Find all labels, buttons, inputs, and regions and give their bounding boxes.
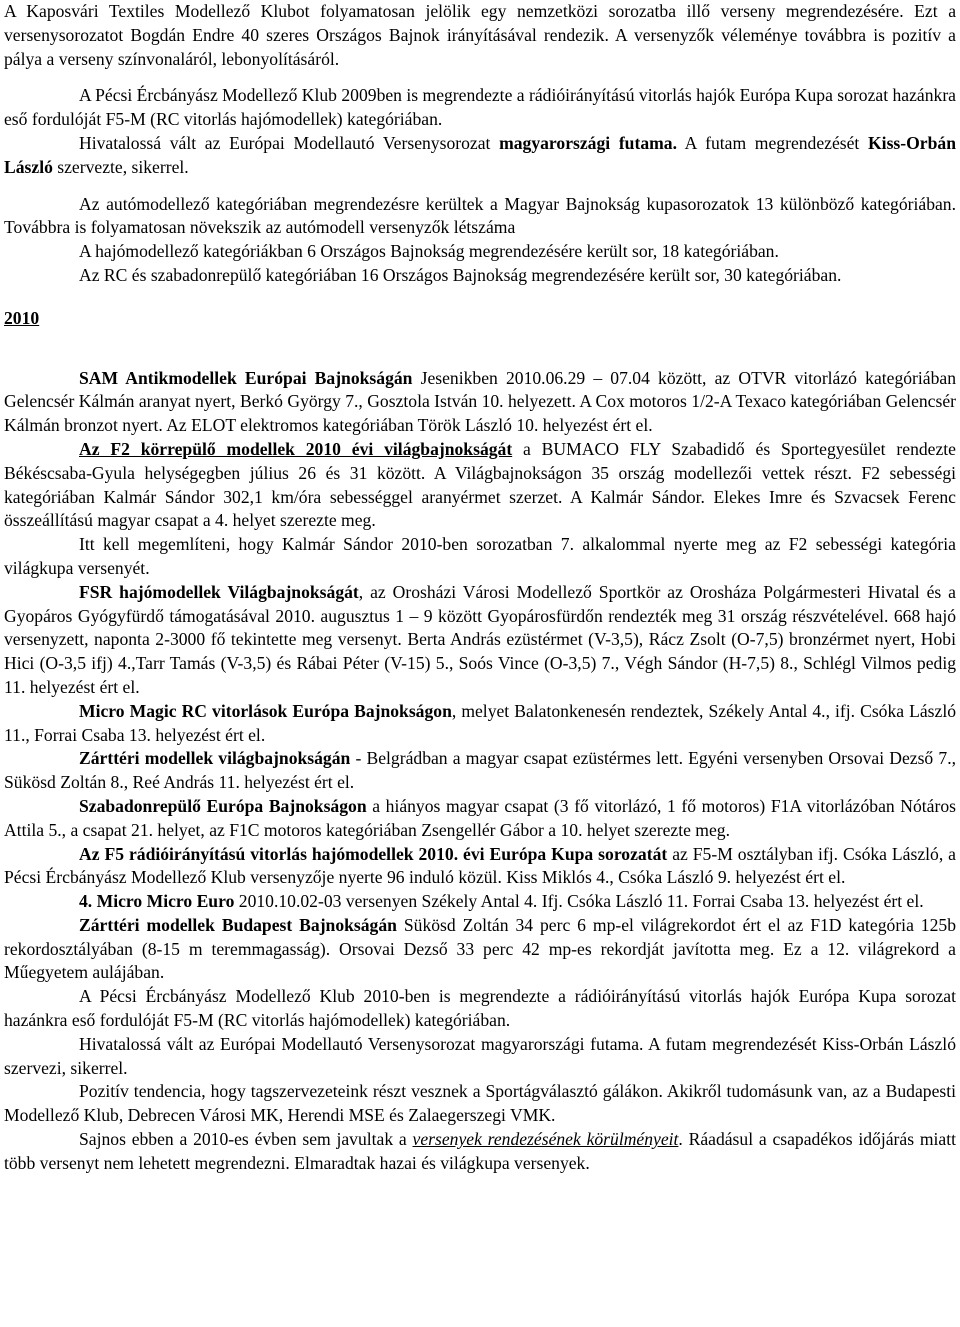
bold-text: Zárttéri modellek Budapest Bajnokságán <box>79 914 397 935</box>
text: Sükösd Zoltán 34 perc 6 mp-el világrekordot ért el az F1D kategória 125b rekordosztályában (8-15 m teremmagasság). Orsovai Dezső 33 perc 42 mp-es rekordját javította meg. Ez a 12. világrekord a Műegyetem aulájában. <box>4 914 956 983</box>
bold-text: Szabadonrepülő Európa Bajnokságon <box>79 795 367 816</box>
text: a hiányos magyar csapat (3 fő vitorlázó, 1 fő motoros) F1A vitorlázóban Nótáros Attila 5., a csapat 21. helyet, az F1C motoros kategóriában Zsengellér Gábor a 10. helyet szerezte meg. <box>4 795 956 840</box>
paragraph-zartteri-budapest <box>4 914 956 985</box>
paragraph-kalmar: Itt kell megemlíteni, hogy Kalmár Sándor 2010-ben sorozatban 7. alkalommal nyerte meg az F2 sebességi kategória világkupa versenyét. <box>4 534 956 578</box>
text: 2010.10.02-03 versenyen Székely Antal 4. Ifj. Csóka László 11. Forrai Csaba 13. helyezést ért el. <box>234 891 924 912</box>
bold-underlined-text: Az F2 körrepülő modellek 2010 évi világbajnokságát <box>79 438 513 459</box>
italic-underlined-text: versenyek rendezésének körülményeit <box>412 1129 679 1150</box>
paragraph-modellauto-2009 <box>4 132 956 180</box>
paragraph-fsr <box>4 581 956 700</box>
paragraph-szabadonrepulo-eb <box>4 795 956 843</box>
paragraph-f5-europa-kupa <box>4 843 956 891</box>
paragraph-modellauto-2010: Hivatalossá vált az Európai Modellautó Versenysorozat magyarországi futama. A futam megrendezését Kiss-Orbán László szervezi, sikerrel. <box>4 1033 956 1078</box>
bold-text: 4. Micro Micro Euro <box>79 891 235 912</box>
paragraph-pecs-2009: A Pécsi Ércbányász Modellező Klub 2009ben is megrendezte a rádióirányítású vitorlás hajók Európa Kupa sorozat hazánkra eső fordulóját F5-M (RC vitorlás hajómodellek) kategóriában. <box>4 85 956 130</box>
bold-text: Az F5 rádióirányítású vitorlás hajómodellek 2010. évi Európa Kupa sorozatát <box>79 843 668 864</box>
paragraph-micro-magic <box>4 700 956 748</box>
paragraph-sajnos <box>4 1128 956 1176</box>
text: szervezte, sikerrel. <box>52 156 189 177</box>
paragraph-f2-vb <box>4 438 956 533</box>
paragraph-pecs-2010: A Pécsi Ércbányász Modellező Klub 2010-ben is megrendezte a rádióirányítású vitorlás hajók Európa Kupa sorozat hazánkra eső fordulóját F5-M (RC vitorlás hajómodellek) kategóriában. <box>4 986 956 1031</box>
paragraph-kaposvar: A Kaposvári Textiles Modellező Klubot folyamatosan jelölik egy nemzetközi sorozatba illő verseny megrendezésére. Ezt a versenysorozatot Bogdán Endre 40 szeres Országos Bajnok irányításával rendezik. A versenyzők véleménye továbbra is pozitív a pálya a verseny színvonaláról, lebonyolításáról. <box>4 1 956 69</box>
paragraph-sam <box>4 367 956 438</box>
paragraph-automodell: Az autómodellező kategóriában megrendezésre kerültek a Magyar Bajnokság kupasorozatok 13 különböző kategóriában. Továbbra is folyamatosan növekszik az autómodell versenyzők létszáma <box>4 193 956 238</box>
text: Hivatalossá vált az Európai Modellautó Versenysorozat <box>79 132 500 153</box>
bold-text: magyarországi futama. <box>499 132 677 153</box>
bold-text: FSR hajómodellek Világbajnokságát <box>79 581 359 602</box>
text: Jesenikben 2010.06.29 – 07.04 között, az OTVR vitorlázó kategóriában Gelencsér Kálmán aranyat nyert, Berkó György 7., Gosztola István 10. helyezett. A Cox motoros 1/2-A Texaco kategóriában Gelencsér Kálmán bronzot nyert. Az ELOT elektromos kategóriában Török László 10. helyezést ért el. <box>4 367 956 436</box>
text: , melyet Balatonkenesén rendeztek, Székely Antal 4., ifj. Csóka László 11., Forrai Csaba 13. helyezést ért el. <box>4 700 957 745</box>
text: az F5-M osztályban ifj. Csóka László, a Pécsi Ércbányász Modellező Klub versenyzője nyerte 96 induló közül. Kiss Miklós 4., Csóka László 9. helyezést ért el. <box>4 843 956 888</box>
bold-text: Kiss-Orbán László <box>4 132 956 177</box>
year-heading: 2010 <box>4 307 40 328</box>
paragraph-sportagvalaszto: Pozitív tendencia, hogy tagszervezeteink részt vesznek a Sportágválasztó gálákon. Akikről tudomásunk van, az a Budapesti Modellező Klub, Debrecen Városi MK, Herendi MSE és Zalaegerszegi VMK. <box>4 1081 956 1126</box>
text: A futam megrendezését <box>676 132 868 153</box>
text: - Belgrádban a magyar csapat ezüstérmes lett. Egyéni versenyben Orsovai Dezső 7., Sükösd Zoltán 8., Reé András 11. helyezést ért el. <box>4 748 956 793</box>
text: a BUMACO FLY Szabadidő és Sportegyesület rendezte Békéscsaba-Gyula helységegben július 26 és 31 között. A Világbajnokságon 35 ország modellezői vettek részt. F2 sebességi kategóriában Kalmár Sándor 302,1 km/óra sebességgel aranyérmet szerzet. A Kalmár Sándor. Elekes Imre és Szvacsek Ferenc összeállítású magyar csapat a 4. helyet szerezte meg. <box>4 438 956 531</box>
paragraph-zartteri-vb <box>4 747 956 795</box>
text: . Ráadásul a csapadékos időjárás miatt több versenyt nem lehetett megrendezni. Elmaradtak hazai és világkupa versenyek. <box>4 1129 956 1173</box>
bold-text: Micro Magic RC vitorlások Európa Bajnokságon <box>79 700 452 721</box>
paragraph-rc-szabadonrepulo: Az RC és szabadonrepülő kategóriában 16 Országos Bajnokság megrendezésére került sor, 30 kategóriában. <box>79 264 842 285</box>
text: Sajnos ebben a 2010-es évben sem javultak a <box>79 1129 413 1150</box>
bold-text: Zárttéri modellek világbajnokságán <box>79 748 351 769</box>
text: , az Orosházi Városi Modellező Sportkör az Orosháza Polgármesteri Hivatal és a Gyopáros Gyógyfürdő támogatásával 2010. augusztus 1 – 9 között Gyopárosfürdőn rendezték meg 31 ország részvételével. 668 hajó versenyzett, naponta 2-3000 fő tekintette meg versenyt. Berta András ezüstérmet (V-3,5), Rácz Zsolt (O-7,5) bronzérmet nyert, Hobi Hici (O-3,5 ifj) 4.,Tarr Tamás (V-3,5) és Rábai Péter (V-15) 5., Soós Vince (O-3,5) 7., Végh Sándor (H-7,5) 8., Schlégl Vilmos pedig 11. helyezést ért el. <box>4 581 956 697</box>
paragraph-micro-micro-euro <box>4 890 956 914</box>
bold-text: SAM Antikmodellek Európai Bajnokságán <box>79 367 413 388</box>
paragraph-hajomodell: A hajómodellező kategóriákban 6 Országos Bajnokság megrendezésére került sor, 18 kategóriában. <box>79 241 779 262</box>
